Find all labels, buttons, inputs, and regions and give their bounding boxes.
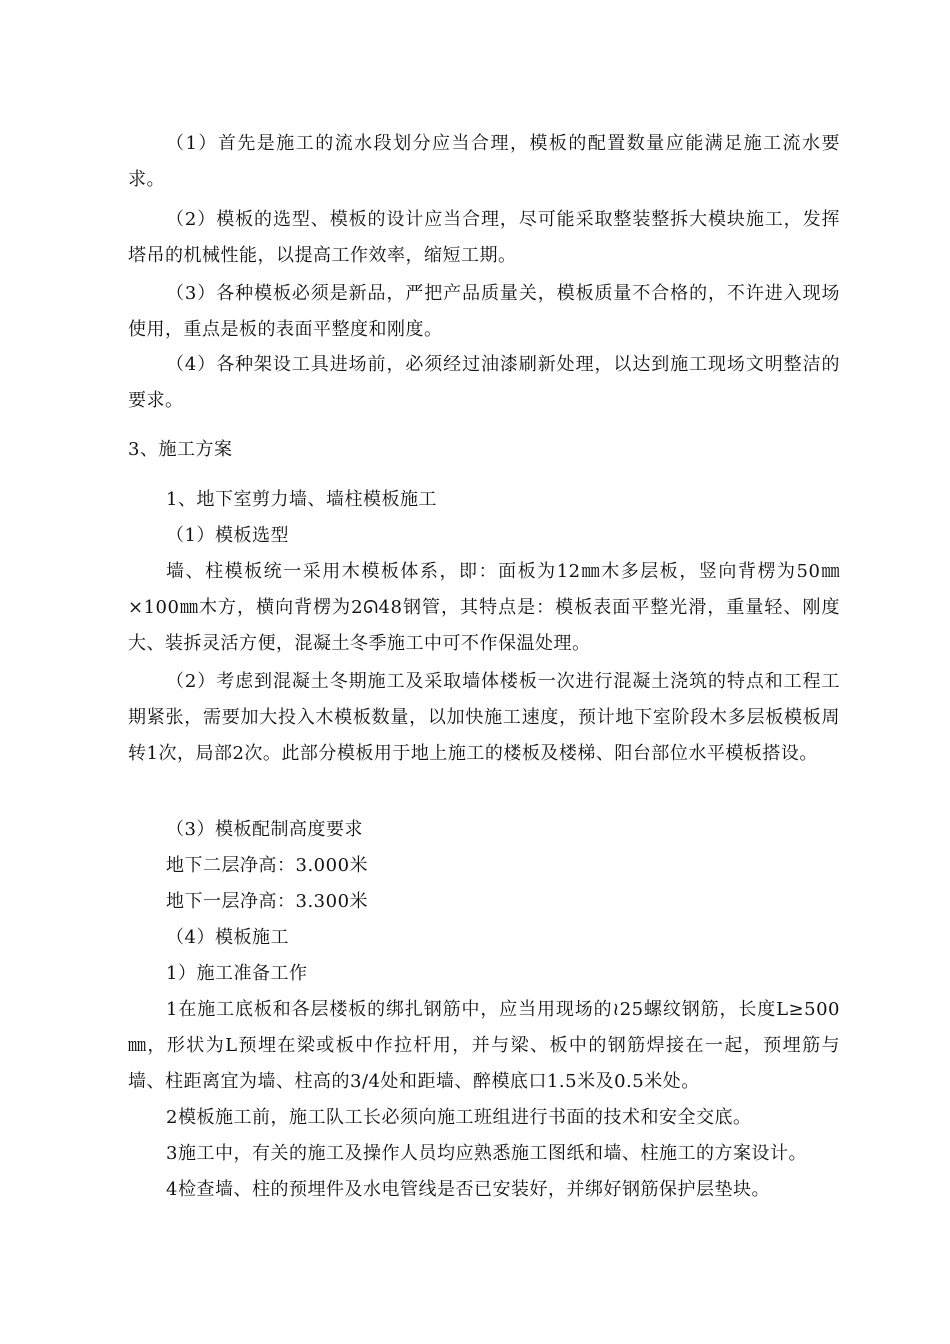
step-1-item-1: 1在施工底板和各层楼板的绑扎钢筋中，应当用现场的≀25螺纹钢筋，长度L≥500㎜，形状为L预埋在梁或板中作拉杆用，并与梁、板中的钢筋焊接在一起，预埋筋与墙、柱距离宜为墙、柱高的3/4处和距墙、醉模底口1.5米及0.5米处。 (128, 999, 840, 1092)
step-1-item-2: 2模板施工前，施工队工长必须向施工班组进行书面的技术和安全交底。 (166, 1107, 752, 1128)
item-1-heading: （1）模板选型 (166, 525, 289, 546)
item-4-heading: （4）模板施工 (166, 927, 289, 948)
paragraph-4: （4）各种架设工具进场前，必须经过油漆刷新处理，以达到施工现场文明整洁的要求。 (128, 354, 840, 411)
step-1-heading: 1）施工准备工作 (166, 963, 308, 984)
section-heading-3: 3、施工方案 (128, 439, 233, 460)
item-3-heading: （3）模板配制高度要求 (166, 819, 363, 840)
height-basement-1: 地下一层净高：3.300米 (166, 891, 369, 912)
item-2-body: （2）考虑到混凝土冬期施工及采取墙体楼板一次进行混凝土浇筑的特点和工程工期紧张，需要加大投入木模板数量，以加快施工速度，预计地下室阶段木多层板模板周转1次，局部2次。此部分模板用于地上施工的楼板及楼梯、阳台部位水平模板搭设。 (128, 671, 840, 764)
paragraph-2: （2）模板的选型、模板的设计应当合理，尽可能采取整装整拆大模块施工，发挥塔吊的机械性能，以提高工作效率，缩短工期。 (128, 209, 840, 266)
paragraph-1: （1）首先是施工的流水段划分应当合理，模板的配置数量应能满足施工流水要求。 (128, 133, 840, 190)
subsection-heading-1: 1、地下室剪力墙、墙柱模板施工 (166, 489, 437, 510)
height-basement-2: 地下二层净高：3.000米 (166, 855, 369, 876)
step-1-item-4: 4检查墙、柱的预埋件及水电管线是否已安装好，并绑好钢筋保护层垫块。 (166, 1179, 770, 1200)
step-1-item-3: 3施工中，有关的施工及操作人员均应熟悉施工图纸和墙、柱施工的方案设计。 (166, 1143, 807, 1164)
paragraph-3: （3）各种模板必须是新品，严把产品质量关，模板质量不合格的，不许进入现场使用，重点是板的表面平整度和刚度。 (128, 283, 840, 340)
item-1-body: 墙、柱模板统一采用木模板体系，即：面板为12㎜木多层板，竖向背楞为50㎜×100㎜木方，横向背楞为2ᘏ48钢管，其特点是：模板表面平整光滑，重量轻、刚度大、装拆灵活方便，混凝土冬季施工中可不作保温处理。 (128, 561, 840, 654)
